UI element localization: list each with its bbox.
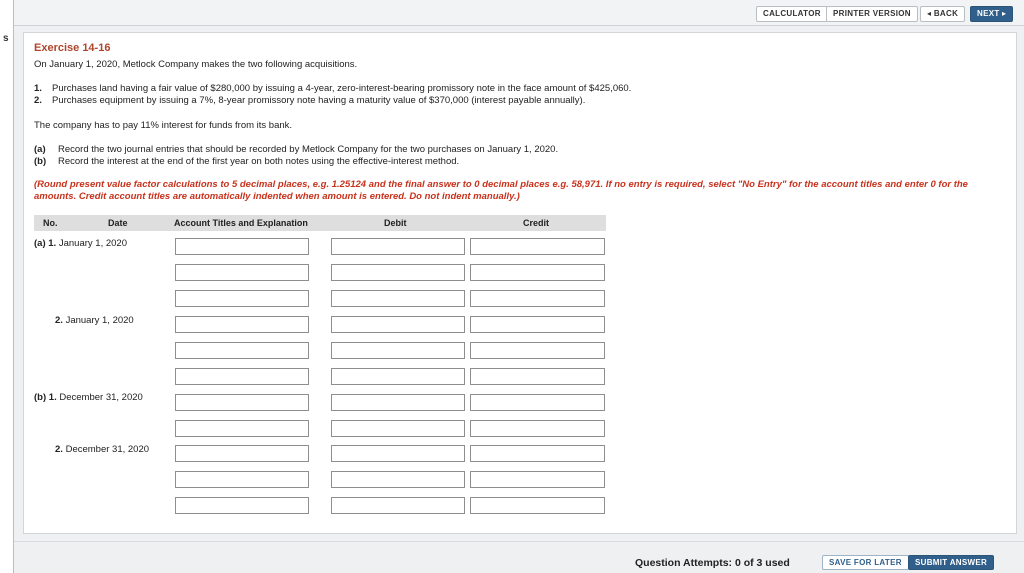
credit-input[interactable] (470, 264, 605, 281)
entry-b1-num: 1. (48, 392, 57, 403)
part-b-num: (b) (34, 156, 47, 167)
entry-b2-num: 2. (55, 444, 63, 455)
exercise-intro: On January 1, 2020, Metlock Company makes the two following acquisitions. (34, 59, 358, 70)
credit-input[interactable] (470, 290, 605, 307)
item-2 (34, 95, 585, 106)
back-button[interactable]: ◂ BACK (920, 6, 965, 22)
submit-answer-button[interactable]: SUBMIT ANSWER (908, 555, 994, 570)
credit-input[interactable] (470, 342, 605, 359)
debit-input[interactable] (331, 420, 465, 437)
bank-rate-text: The company has to pay 11% interest for funds from its bank. (34, 120, 293, 131)
rail-marker: s (3, 33, 9, 44)
credit-input[interactable] (470, 394, 605, 411)
entry-b2-label (55, 444, 149, 455)
credit-input[interactable] (470, 445, 605, 462)
credit-input[interactable] (470, 497, 605, 514)
header-no: No. (43, 218, 58, 228)
credit-input[interactable] (470, 238, 605, 255)
part-b (34, 156, 459, 167)
question-frame (14, 0, 1024, 573)
credit-input[interactable] (470, 368, 605, 385)
debit-input[interactable] (331, 445, 465, 462)
account-input[interactable] (175, 497, 309, 514)
entry-a1-date: January 1, 2020 (58, 238, 127, 249)
account-input[interactable] (175, 342, 309, 359)
entry-a1-label (34, 238, 127, 249)
question-content (23, 32, 1017, 534)
debit-input[interactable] (331, 342, 465, 359)
entry-b1-label (34, 392, 143, 403)
credit-input[interactable] (470, 471, 605, 488)
next-button[interactable]: NEXT ▸ (970, 6, 1013, 22)
part-b-text: Record the interest at the end of the first year on both notes using the effective-interest method. (58, 156, 460, 167)
toolbar (14, 0, 1024, 26)
footer-divider (14, 541, 1024, 542)
account-input[interactable] (175, 471, 309, 488)
debit-input[interactable] (331, 238, 465, 255)
item-2-text: Purchases equipment by issuing a 7%, 8-year promissory note having a maturity value of $370,000 (interest payable annually). (52, 95, 586, 106)
entry-a1-num: 1. (48, 238, 57, 249)
item-1-num: 1. (34, 83, 42, 94)
entry-a2-date: January 1, 2020 (65, 315, 134, 326)
printer-version-button[interactable]: PRINTER VERSION (826, 6, 918, 22)
account-input[interactable] (175, 290, 309, 307)
entry-a2-num: 2. (55, 315, 63, 326)
entry-b1-part: (b) (34, 392, 47, 403)
debit-input[interactable] (331, 264, 465, 281)
account-input[interactable] (175, 420, 309, 437)
header-account: Account Titles and Explanation (174, 218, 308, 228)
debit-input[interactable] (331, 316, 465, 333)
exercise-title: Exercise 14-16 (34, 42, 111, 54)
entry-b2-date: December 31, 2020 (65, 444, 150, 455)
part-a-num: (a) (34, 144, 46, 155)
entry-b1-date: December 31, 2020 (59, 392, 143, 403)
journal-header (34, 215, 606, 231)
account-input[interactable] (175, 238, 309, 255)
account-input[interactable] (175, 368, 309, 385)
calculator-button[interactable]: CALCULATOR (756, 6, 828, 22)
header-debit: Debit (384, 218, 407, 228)
account-input[interactable] (175, 394, 309, 411)
account-input[interactable] (175, 264, 309, 281)
question-attempts: Question Attempts: 0 of 3 used (635, 557, 790, 569)
credit-input[interactable] (470, 420, 605, 437)
debit-input[interactable] (331, 471, 465, 488)
item-1-text: Purchases land having a fair value of $280,000 by issuing a 4-year, zero-interest-bearing promissory note in the face amount of $425,060. (52, 83, 632, 94)
left-rail (0, 0, 14, 573)
debit-input[interactable] (331, 368, 465, 385)
part-a (34, 144, 558, 155)
credit-input[interactable] (470, 316, 605, 333)
part-a-text: Record the two journal entries that should be recorded by Metlock Company for the two purchases on January 1, 2020. (58, 144, 559, 155)
entry-a2-label (55, 315, 134, 326)
item-1 (34, 83, 631, 94)
entry-a1-part: (a) (34, 238, 46, 249)
save-for-later-button[interactable]: SAVE FOR LATER (822, 555, 909, 570)
debit-input[interactable] (331, 290, 465, 307)
header-credit: Credit (523, 218, 550, 228)
debit-input[interactable] (331, 497, 465, 514)
item-2-num: 2. (34, 95, 42, 106)
debit-input[interactable] (331, 394, 465, 411)
account-input[interactable] (175, 316, 309, 333)
header-date: Date (108, 218, 128, 228)
account-input[interactable] (175, 445, 309, 462)
rounding-instructions: (Round present value factor calculations to 5 decimal places, e.g. 1.25124 and the final answer to 0 decimal places e.g. 58,971. If no entry is required, select "No Entry" for the account titles and enter 0 for the amounts. Credit account titles are automatically indented when amount is entered. Do not indent manually.) (34, 179, 968, 202)
